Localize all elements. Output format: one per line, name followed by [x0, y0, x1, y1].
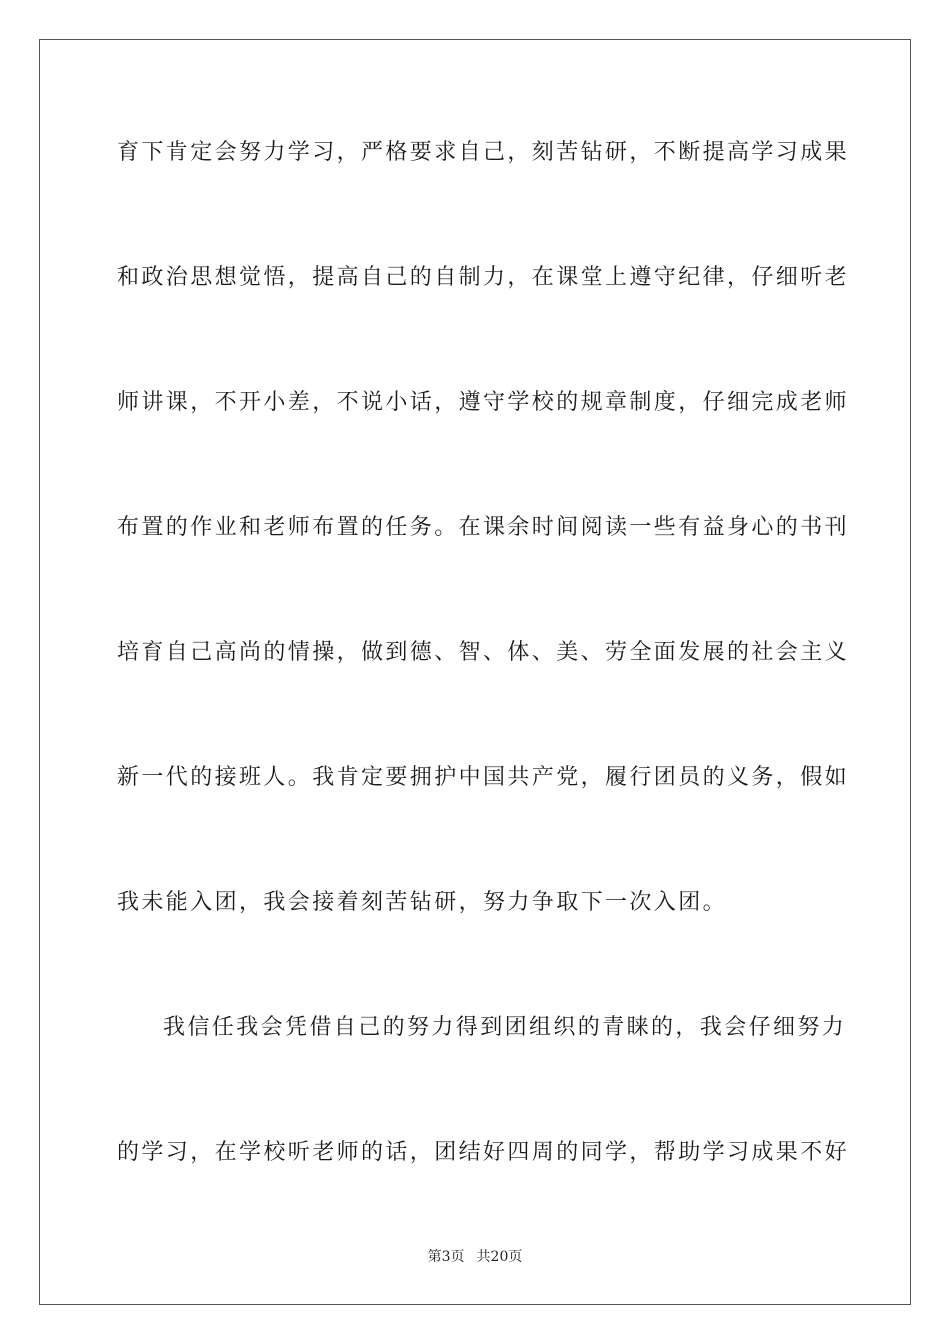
body-line: 和政治思想觉悟，提高自己的自制力，在课堂上遵守纪律，仔细听老 — [117, 265, 850, 290]
document-body — [117, 128, 850, 1253]
body-line: 育下肯定会努力学习，严格要求自己，刻苦钻研，不断提高学习成果 — [117, 140, 850, 165]
body-line: 培育自己高尚的情操，做到德、智、体、美、劳全面发展的社会主义 — [117, 640, 850, 665]
body-line: 布置的作业和老师布置的任务。在课余时间阅读一些有益身心的书刊 — [117, 515, 850, 540]
body-line: 新一代的接班人。我肯定要拥护中国共产党，履行团员的义务，假如 — [117, 765, 850, 790]
paragraph-first-line: 我信任我会凭借自己的努力得到团组织的青睐的，我会仔细努力 — [163, 1015, 847, 1040]
body-line: 师讲课，不开小差，不说小话，遵守学校的规章制度，仔细完成老师 — [117, 390, 850, 415]
body-line: 我未能入团，我会接着刻苦钻研，努力争取下一次入团。 — [117, 890, 728, 915]
total-pages: 共20页 — [476, 1249, 523, 1265]
page-footer — [0, 1246, 950, 1266]
body-line: 的学习，在学校听老师的话，团结好四周的同学，帮助学习成果不好 — [117, 1140, 850, 1165]
page-number: 第3页 — [427, 1249, 465, 1265]
